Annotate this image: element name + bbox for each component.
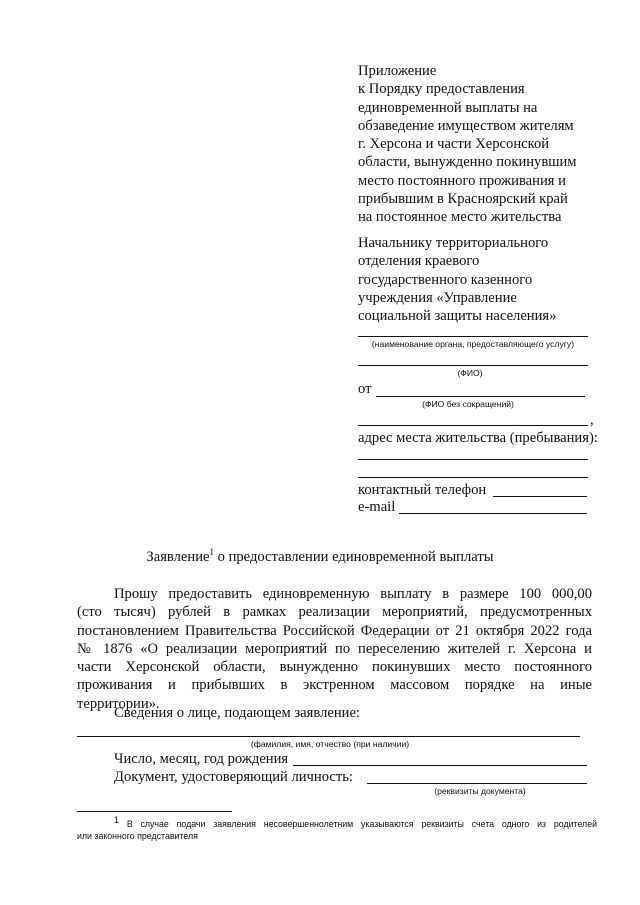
comma: , [590,412,594,428]
addressee-line: учреждения «Управление [358,289,517,306]
footnote [77,815,597,842]
doc-caption: (реквизиты документа) [434,786,526,796]
appendix-line: Приложение [358,63,437,79]
from-fio-line[interactable] [376,396,585,397]
paragraph-line: № 1876 «О реализации мероприятий по переселению жителей г. Херсона и [77,640,592,657]
appendix-line: прибывшим в Красноярский край [358,191,568,208]
appendix-line: к Порядку предоставления [358,81,525,98]
address-line-2[interactable] [358,477,588,478]
org-name-line[interactable] [358,336,588,337]
appendix-line: области, вынужденно покинувшим [358,154,577,171]
paragraph-line-last: территории». [77,695,160,712]
birth-date-line[interactable] [293,765,587,766]
appendix-line: на постоянное место жительства [358,209,562,226]
paragraph-line: постановлением Правительства Российской Федерации от 21 октября 2022 года [77,622,592,639]
birth-label: Число, месяц, год рождения [114,751,289,767]
appendix-line: обзаведение имуществом жителям [358,117,574,134]
phone-label: контактный телефон [358,482,487,498]
addressee-line: отделения краевого [358,253,480,270]
addressee-line: социальной защиты населения» [358,308,557,325]
addressee-block [358,234,628,325]
appendix-line: место постоянного проживания и [358,172,566,189]
fio-caption: (ФИО) [457,368,483,378]
footnote-text: В случае подачи заявления несовершеннолетним указываются реквизиты счета одного из родителей [119,819,597,829]
addressee-line: Начальнику территориального [358,235,549,251]
footnote-mark: 1 [114,815,120,826]
from-label: от [358,381,372,397]
addressee-line: государственного казенного [358,271,533,288]
fio-line[interactable] [358,365,588,366]
body-paragraph [77,585,592,713]
footnote-line [77,815,597,830]
appendix-line: г. Херсона и части Херсонской [358,136,550,153]
address-line-1[interactable] [358,459,588,460]
email-line[interactable] [399,513,587,514]
paragraph-line: Прошу предоставить единовременную выплату в размере 100 000,00 [114,586,592,602]
appendix-block [358,62,628,227]
doc-label: Документ, удостоверяющий личность: [114,769,353,785]
phone-line[interactable] [493,496,587,497]
title-text: Заявление [146,549,210,565]
org-caption: (наименование органа, предоставляющего услугу) [371,339,575,349]
footnote-ref: 1 [209,547,214,558]
paragraph-line: проживания и прибывших в экстренном массовом порядке на иные [77,677,592,694]
name-caption: (фамилия, имя, отчество (при наличии) [250,739,410,749]
paragraph-line: части Херсонской области, вынужденно покинувших место постоянного [77,659,592,676]
info-label: Сведения о лице, подающем заявление: [114,705,360,721]
title-text-rest: о предоставлении единовременной выплаты [213,549,494,565]
fio-extra-line[interactable] [358,425,588,426]
fio-full-caption: (ФИО без сокращений) [422,399,514,409]
email-label: e-mail [358,499,396,515]
footnote-line-2: или законного представителя [77,831,198,841]
identity-doc-line[interactable] [367,783,587,784]
appendix-line: единовременной выплаты на [358,99,538,116]
address-label: адрес места жительства (пребывания): [358,430,598,446]
paragraph-line: (сто тысяч) рублей в рамках реализации мероприятий, предусмотренных [77,604,592,621]
document-title [80,548,560,566]
applicant-name-line[interactable] [77,736,580,737]
footnote-separator [77,811,232,812]
